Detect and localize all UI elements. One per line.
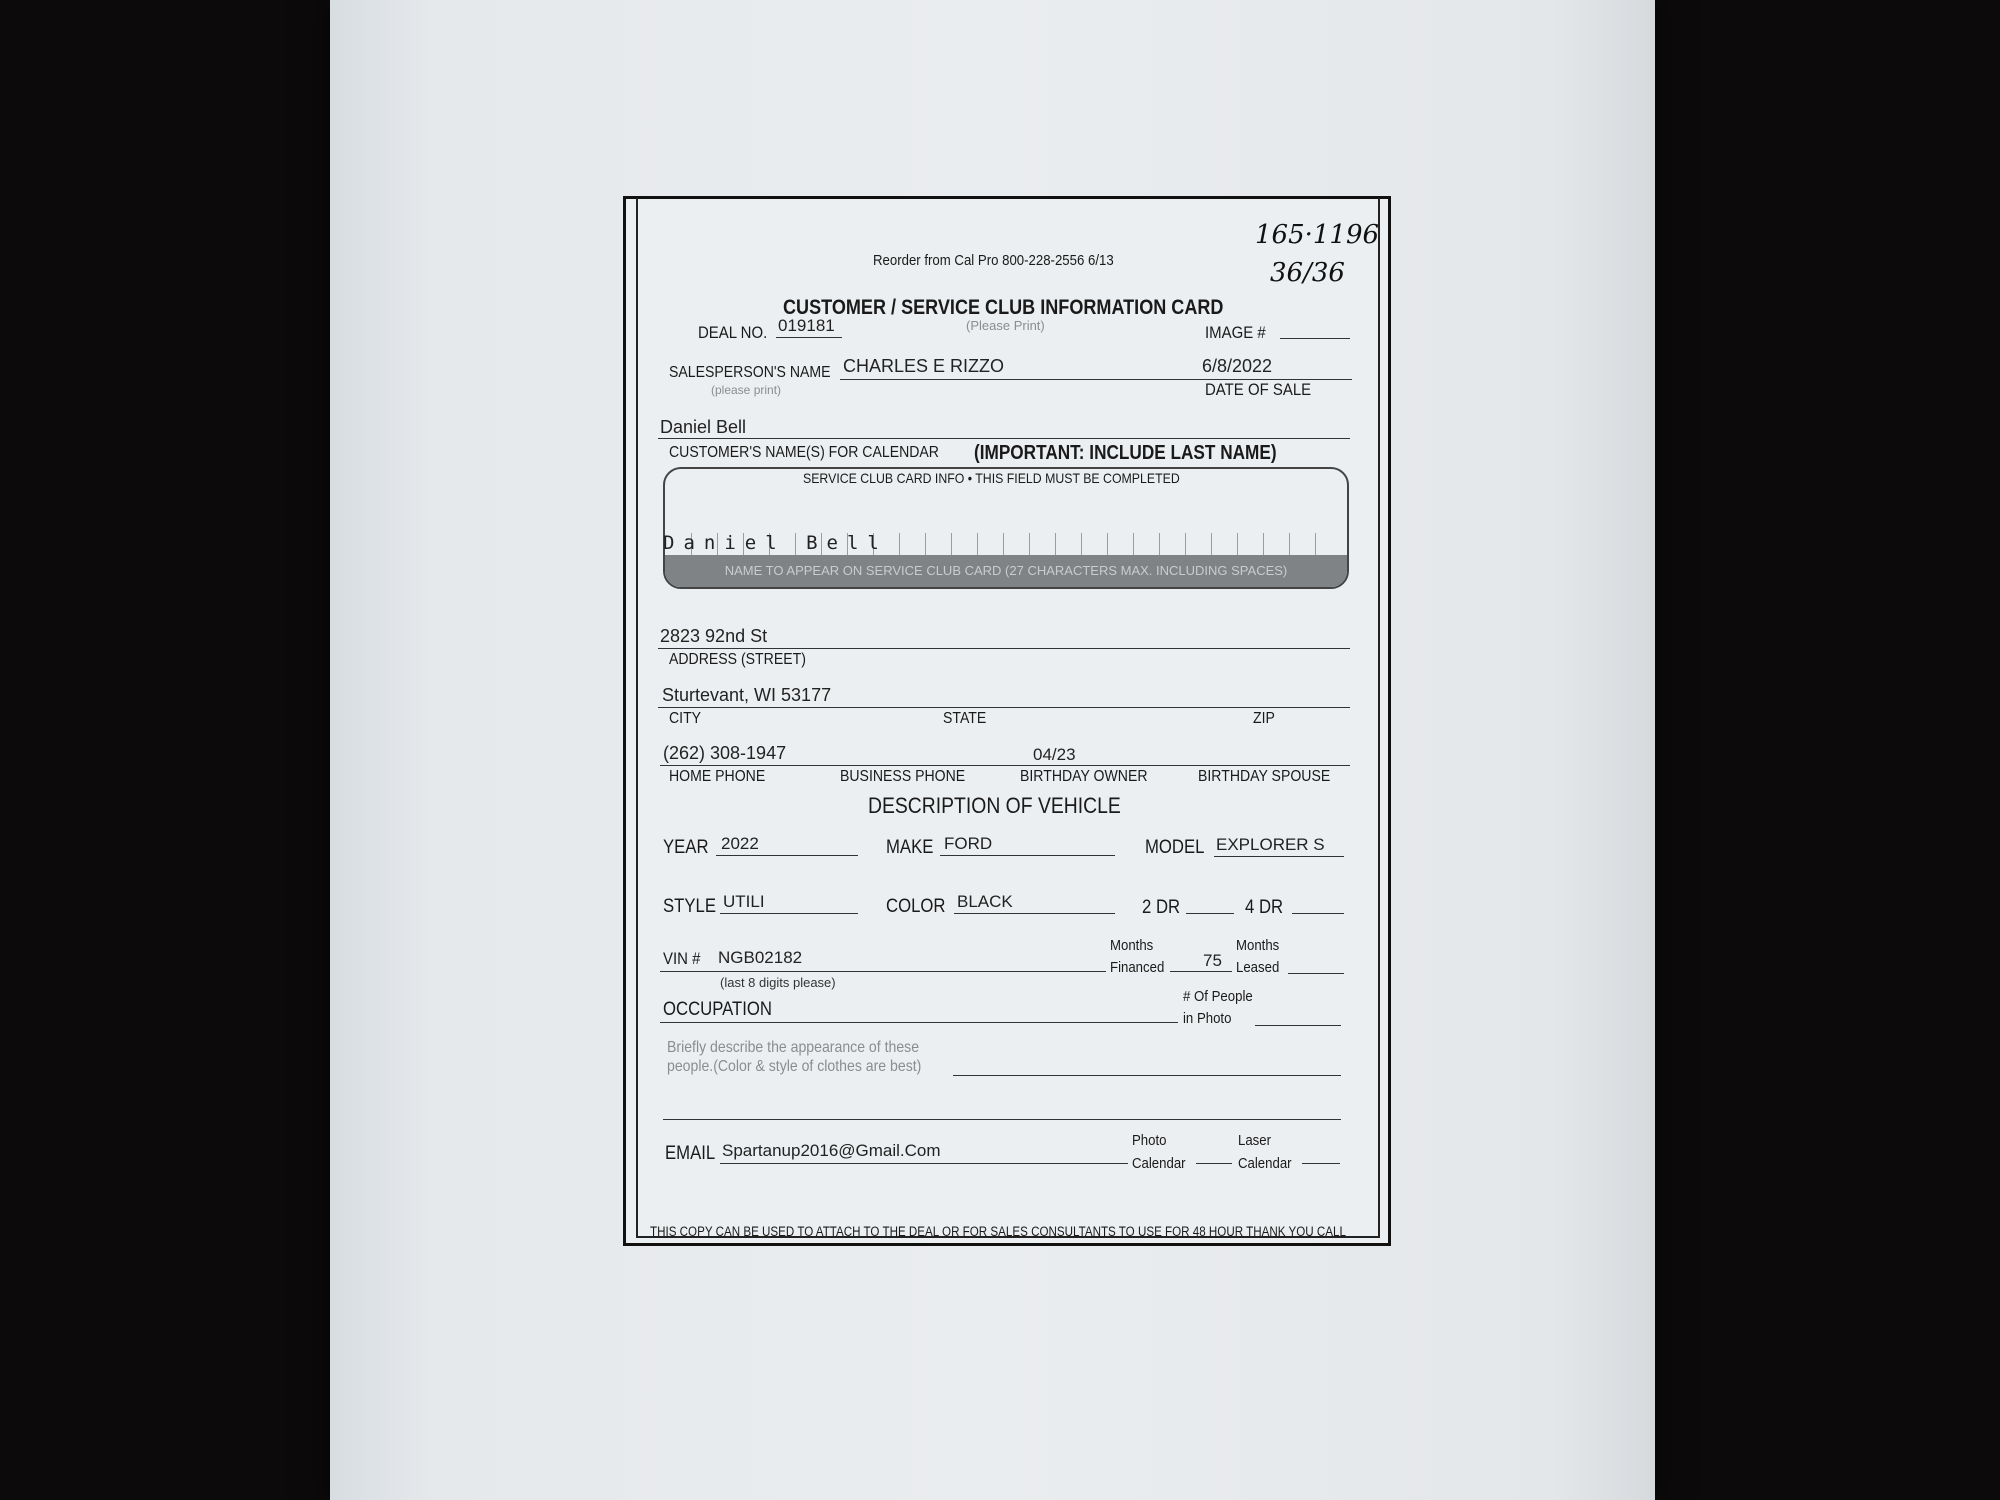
- model-value: EXPLORER S: [1216, 835, 1325, 854]
- home-phone-value: (262) 308-1947: [663, 743, 787, 763]
- year-label: YEAR: [663, 837, 709, 858]
- footer-note: THIS COPY CAN BE USED TO ATTACH TO THE DEAL OR FOR SALES CONSULTANTS TO USE FOR 48 HOUR THANK YOU CALL: [650, 1224, 1346, 1239]
- months-financed-label-1: Months: [1110, 937, 1154, 954]
- zip-label: ZIP: [1253, 710, 1275, 727]
- deal-no-value: 019181: [778, 316, 835, 335]
- please-print-note: (Please Print): [966, 318, 1045, 333]
- two-door-label: 2 DR: [1142, 897, 1181, 918]
- birthday-owner-label: BIRTHDAY OWNER: [1020, 768, 1148, 785]
- four-door-label: 4 DR: [1245, 897, 1284, 918]
- make-label: MAKE: [886, 837, 934, 858]
- birthday-spouse-label: BIRTHDAY SPOUSE: [1198, 768, 1331, 785]
- customer-name-label: CUSTOMER'S NAME(S) FOR CALENDAR: [669, 444, 939, 461]
- vin-note: (last 8 digits please): [720, 975, 836, 990]
- people-in-photo-label-2: in Photo: [1183, 1010, 1232, 1027]
- vin-label: VIN #: [663, 949, 701, 968]
- laser-calendar-label-1: Laser: [1238, 1132, 1272, 1149]
- date-of-sale-value: 6/8/2022: [1202, 356, 1273, 376]
- photo-calendar-label-2: Calendar: [1132, 1155, 1186, 1172]
- salesperson-value: CHARLES E RIZZO: [843, 356, 1005, 376]
- state-label: STATE: [943, 710, 987, 727]
- months-leased-label-2: Leased: [1236, 959, 1280, 976]
- color-label: COLOR: [886, 896, 946, 917]
- date-of-sale-label: DATE OF SALE: [1205, 380, 1312, 399]
- people-in-photo-label-1: # Of People: [1183, 988, 1253, 1005]
- card-inner-frame: [636, 198, 1380, 1238]
- reorder-text: Reorder from Cal Pro 800-228-2556 6/13: [873, 252, 1114, 269]
- describe-line-1: Briefly describe the appearance of these: [667, 1039, 920, 1056]
- laser-calendar-label-2: Calendar: [1238, 1155, 1292, 1172]
- service-club-letters: Daniel Bell: [663, 532, 888, 554]
- card-title: CUSTOMER / SERVICE CLUB INFORMATION CARD: [783, 296, 1224, 319]
- email-label: EMAIL: [665, 1143, 716, 1164]
- vin-value: NGB02182: [718, 948, 803, 967]
- months-financed-value: 75: [1203, 951, 1222, 970]
- street-value: 2823 92nd St: [660, 626, 768, 646]
- city-value: Sturtevant, WI 53177: [662, 685, 832, 705]
- color-value: BLACK: [957, 892, 1013, 911]
- describe-line-2: people.(Color & style of clothes are best): [667, 1058, 922, 1075]
- months-financed-label-2: Financed: [1110, 959, 1165, 976]
- street-label: ADDRESS (STREET): [669, 651, 806, 668]
- service-club-caption: SERVICE CLUB CARD INFO • THIS FIELD MUST BE COMPLETED: [803, 470, 1180, 486]
- year-value: 2022: [721, 834, 759, 853]
- make-value: FORD: [944, 834, 993, 853]
- service-club-card-bar: NAME TO APPEAR ON SERVICE CLUB CARD (27 CHARACTERS MAX. INCLUDING SPACES): [665, 555, 1347, 587]
- image-number-label: IMAGE #: [1205, 323, 1266, 342]
- customer-name-value: Daniel Bell: [660, 417, 747, 437]
- business-phone-label: BUSINESS PHONE: [840, 768, 966, 785]
- city-label: CITY: [669, 710, 702, 727]
- months-leased-label-1: Months: [1236, 937, 1280, 954]
- occupation-label: OCCUPATION: [663, 999, 772, 1020]
- salesperson-label: SALESPERSON'S NAME: [669, 364, 831, 381]
- deal-no-label: DEAL NO.: [698, 323, 768, 342]
- style-label: STYLE: [663, 896, 716, 917]
- birthday-owner-value: 04/23: [1033, 745, 1076, 764]
- handwritten-number: 165·1196: [1255, 220, 1380, 250]
- vehicle-section-title: DESCRIPTION OF VEHICLE: [868, 793, 1121, 818]
- photo-calendar-label-1: Photo: [1132, 1132, 1167, 1149]
- handwritten-fraction: 36/36: [1270, 258, 1345, 288]
- important-note: (IMPORTANT: INCLUDE LAST NAME): [974, 442, 1277, 464]
- model-label: MODEL: [1145, 837, 1205, 858]
- style-value: UTILI: [723, 892, 765, 911]
- email-value: Spartanup2016@Gmail.Com: [722, 1141, 941, 1160]
- home-phone-label: HOME PHONE: [669, 768, 766, 785]
- salesperson-sublabel: (please print): [711, 383, 782, 397]
